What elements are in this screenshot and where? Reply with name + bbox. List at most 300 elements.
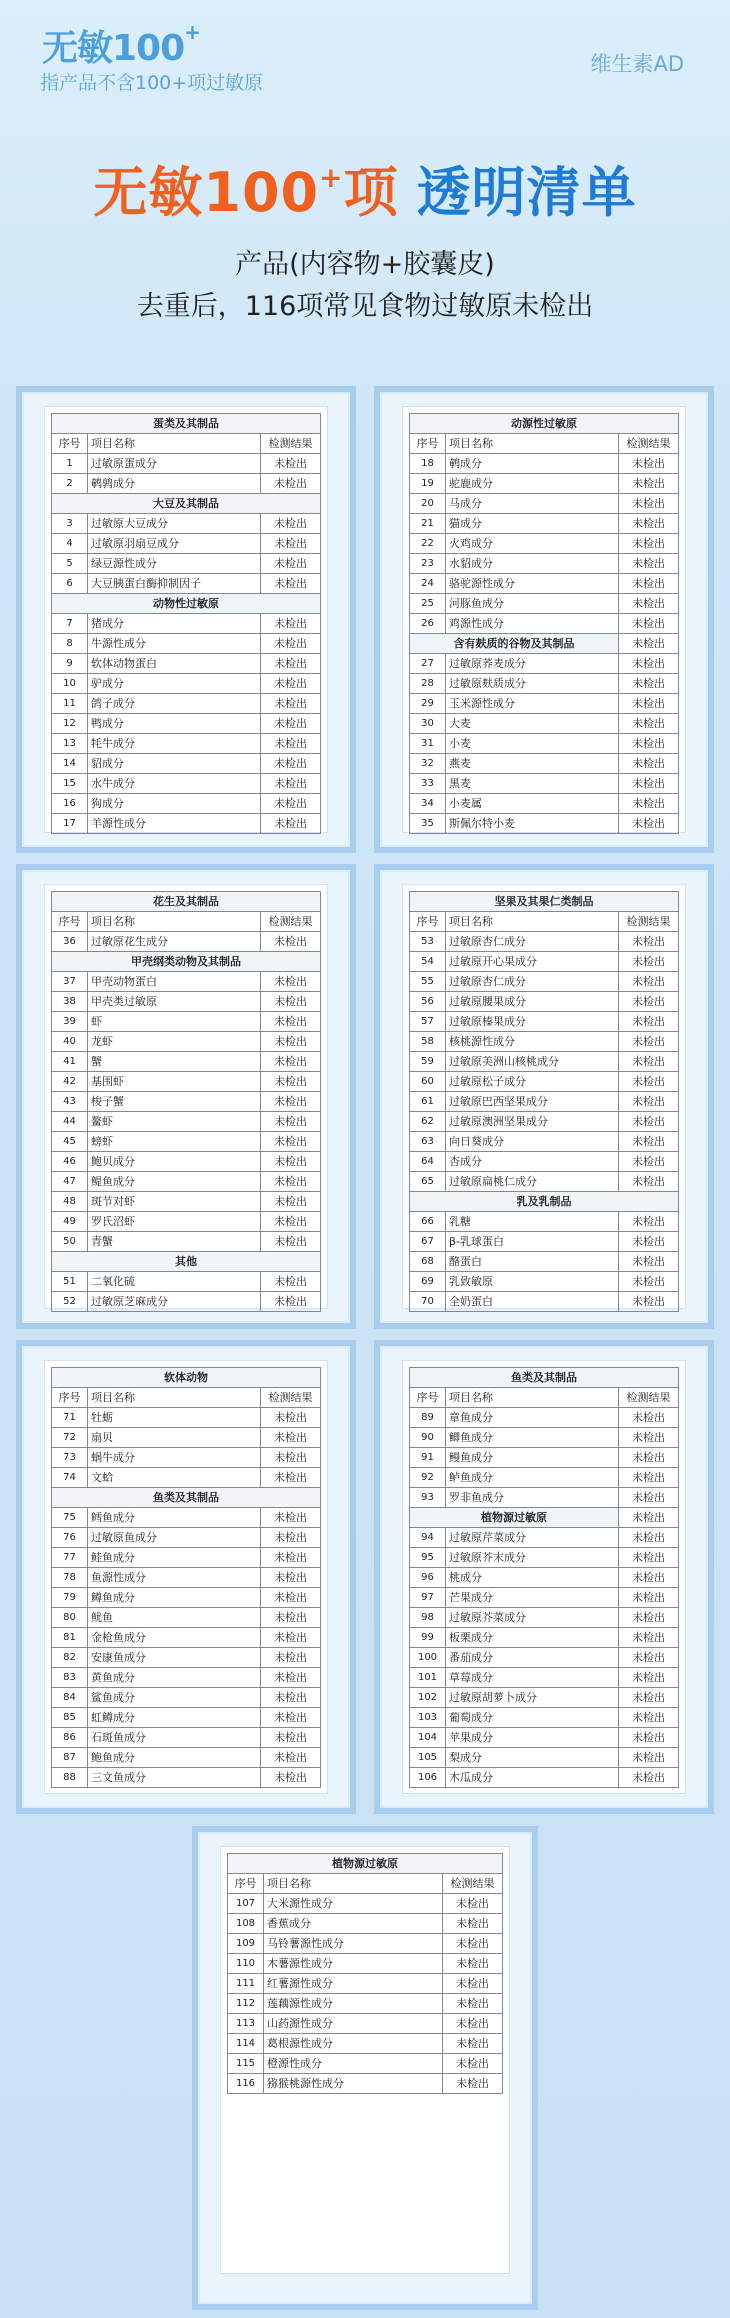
table-row bbox=[410, 494, 679, 514]
item-name-cell: 黄鱼成分 bbox=[88, 1668, 261, 1688]
seq-cell: 82 bbox=[52, 1648, 88, 1668]
item-name-cell: 金枪鱼成分 bbox=[88, 1628, 261, 1648]
seq-cell: 94 bbox=[410, 1528, 446, 1548]
item-name-cell: 全奶蛋白 bbox=[446, 1292, 619, 1312]
seq-cell: 23 bbox=[410, 554, 446, 574]
seq-cell: 24 bbox=[410, 574, 446, 594]
table-row bbox=[52, 1568, 321, 1588]
col-header-result: 检测结果 bbox=[260, 434, 320, 454]
panel-table-6 bbox=[374, 1340, 714, 1814]
table-row bbox=[410, 1052, 679, 1072]
subtitle-line1: 产品(内容物+胶囊皮) bbox=[235, 249, 495, 280]
table-row bbox=[410, 754, 679, 774]
allergen-table-3 bbox=[51, 891, 321, 1312]
col-header-seq: 序号 bbox=[52, 912, 88, 932]
table-row bbox=[52, 614, 321, 634]
section-title: 软体动物 bbox=[52, 1368, 321, 1388]
result-cell: 未检出 bbox=[618, 1408, 678, 1428]
result-cell: 未检出 bbox=[618, 952, 678, 972]
item-name-cell: 过敏原榛果成分 bbox=[446, 1012, 619, 1032]
table-row bbox=[52, 454, 321, 474]
section-title: 其他 bbox=[52, 1252, 321, 1272]
section-row bbox=[410, 1192, 679, 1212]
item-name-cell: 狗成分 bbox=[88, 794, 261, 814]
table-row bbox=[410, 554, 679, 574]
table-row bbox=[410, 1172, 679, 1192]
table-row bbox=[228, 1914, 503, 1934]
table-row bbox=[410, 1212, 679, 1232]
section-row bbox=[410, 892, 679, 912]
allergen-table-4 bbox=[409, 891, 679, 1312]
result-cell: 未检出 bbox=[618, 1568, 678, 1588]
seq-cell: 60 bbox=[410, 1072, 446, 1092]
table-row bbox=[410, 474, 679, 494]
table-row bbox=[228, 1974, 503, 1994]
result-cell: 未检出 bbox=[618, 1252, 678, 1272]
result-cell: 未检出 bbox=[260, 1072, 320, 1092]
result-cell: 未检出 bbox=[618, 1152, 678, 1172]
item-name-cell: β-乳球蛋白 bbox=[446, 1232, 619, 1252]
item-name-cell: 核桃源性成分 bbox=[446, 1032, 619, 1052]
result-cell: 未检出 bbox=[261, 1528, 321, 1548]
seq-cell: 10 bbox=[52, 674, 88, 694]
seq-cell: 72 bbox=[52, 1428, 88, 1448]
item-name-cell: 鳌虾 bbox=[88, 1112, 261, 1132]
item-name-cell: 扇贝 bbox=[88, 1428, 261, 1448]
col-header-result: 检测结果 bbox=[442, 1874, 502, 1894]
seq-cell: 93 bbox=[410, 1488, 446, 1508]
seq-cell: 115 bbox=[228, 2054, 264, 2074]
result-cell: 未检出 bbox=[261, 1468, 321, 1488]
table-row bbox=[228, 2074, 503, 2094]
seq-cell: 63 bbox=[410, 1132, 446, 1152]
seq-cell: 55 bbox=[410, 972, 446, 992]
result-cell: 未检出 bbox=[442, 1914, 502, 1934]
title-part2: 透明清单 bbox=[416, 161, 637, 224]
seq-cell: 114 bbox=[228, 2034, 264, 2054]
table-row bbox=[228, 1994, 503, 2014]
table-row bbox=[410, 1152, 679, 1172]
result-cell: 未检出 bbox=[618, 1112, 678, 1132]
result-cell: 未检出 bbox=[618, 1428, 678, 1448]
section-row bbox=[410, 1368, 679, 1388]
seq-cell: 7 bbox=[52, 614, 88, 634]
item-name-cell: 橙源性成分 bbox=[264, 2054, 443, 2074]
allergen-table-1 bbox=[51, 413, 321, 834]
item-name-cell: 牡蛎 bbox=[88, 1408, 261, 1428]
result-cell: 未检出 bbox=[618, 1172, 678, 1192]
item-name-cell: 过敏原大豆成分 bbox=[88, 514, 261, 534]
table-row bbox=[52, 1608, 321, 1628]
table-row bbox=[410, 1448, 679, 1468]
item-name-cell: 过敏原芝麻成分 bbox=[88, 1292, 261, 1312]
item-name-cell: 猕猴桃源性成分 bbox=[264, 2074, 443, 2094]
col-header-result: 检测结果 bbox=[618, 1388, 678, 1408]
table-row bbox=[52, 1032, 321, 1052]
result-cell: 未检出 bbox=[618, 774, 678, 794]
table-row bbox=[410, 774, 679, 794]
col-header-seq: 序号 bbox=[410, 434, 446, 454]
table-row bbox=[52, 1172, 321, 1192]
seq-cell: 49 bbox=[52, 1212, 88, 1232]
seq-cell: 101 bbox=[410, 1668, 446, 1688]
item-name-cell: 软体动物蛋白 bbox=[88, 654, 261, 674]
result-cell: 未检出 bbox=[618, 634, 678, 654]
result-cell: 未检出 bbox=[260, 1192, 320, 1212]
table-row bbox=[410, 1112, 679, 1132]
result-cell: 未检出 bbox=[618, 514, 678, 534]
result-cell: 未检出 bbox=[260, 1012, 320, 1032]
section-row bbox=[410, 1508, 679, 1528]
result-cell: 未检出 bbox=[618, 814, 678, 834]
result-cell: 未检出 bbox=[618, 992, 678, 1012]
table-row bbox=[410, 1072, 679, 1092]
result-cell: 未检出 bbox=[442, 1974, 502, 1994]
seq-cell: 77 bbox=[52, 1548, 88, 1568]
table-row bbox=[52, 1272, 321, 1292]
seq-cell: 70 bbox=[410, 1292, 446, 1312]
table-row bbox=[228, 1954, 503, 1974]
section-title: 植物源过敏原 bbox=[410, 1508, 619, 1528]
item-name-cell: 红薯源性成分 bbox=[264, 1974, 443, 1994]
table-row bbox=[52, 654, 321, 674]
table-row bbox=[52, 514, 321, 534]
item-name-cell: 二氧化硫 bbox=[88, 1272, 261, 1292]
page-title bbox=[0, 150, 730, 227]
result-cell: 未检出 bbox=[261, 1688, 321, 1708]
result-cell: 未检出 bbox=[442, 2014, 502, 2034]
table-row bbox=[52, 1132, 321, 1152]
table-row bbox=[52, 1448, 321, 1468]
item-name-cell: 玉米源性成分 bbox=[446, 694, 619, 714]
table-row bbox=[228, 2054, 503, 2074]
section-title: 坚果及其果仁类制品 bbox=[410, 892, 679, 912]
panel-table-3 bbox=[16, 864, 356, 1329]
result-cell: 未检出 bbox=[261, 1668, 321, 1688]
item-name-cell: 鳕鱼成分 bbox=[88, 1508, 261, 1528]
seq-cell: 74 bbox=[52, 1468, 88, 1488]
result-cell: 未检出 bbox=[618, 794, 678, 814]
result-cell: 未检出 bbox=[618, 1648, 678, 1668]
item-name-cell: 罗非鱼成分 bbox=[446, 1488, 619, 1508]
item-name-cell: 牛源性成分 bbox=[88, 634, 261, 654]
table-row bbox=[52, 674, 321, 694]
item-name-cell: 过敏原羽扇豆成分 bbox=[88, 534, 261, 554]
item-name-cell: 鲍贝成分 bbox=[88, 1152, 261, 1172]
result-cell: 未检出 bbox=[260, 674, 320, 694]
seq-cell: 8 bbox=[52, 634, 88, 654]
seq-cell: 87 bbox=[52, 1748, 88, 1768]
table-row bbox=[52, 1548, 321, 1568]
result-cell: 未检出 bbox=[261, 1508, 321, 1528]
result-cell: 未检出 bbox=[618, 1072, 678, 1092]
seq-cell: 86 bbox=[52, 1728, 88, 1748]
seq-cell: 9 bbox=[52, 654, 88, 674]
item-name-cell: 猪成分 bbox=[88, 614, 261, 634]
table-row bbox=[228, 1934, 503, 1954]
table-row bbox=[410, 1588, 679, 1608]
result-cell: 未检出 bbox=[618, 972, 678, 992]
table-row bbox=[410, 1292, 679, 1312]
result-cell: 未检出 bbox=[260, 1292, 320, 1312]
col-header-result: 检测结果 bbox=[618, 434, 678, 454]
table-row bbox=[52, 814, 321, 834]
item-name-cell: 斯佩尔特小麦 bbox=[446, 814, 619, 834]
seq-cell: 85 bbox=[52, 1708, 88, 1728]
result-cell: 未检出 bbox=[260, 474, 320, 494]
result-cell: 未检出 bbox=[618, 734, 678, 754]
result-cell: 未检出 bbox=[260, 992, 320, 1012]
section-row bbox=[52, 414, 321, 434]
brand-logo bbox=[42, 20, 200, 71]
panel-table-5 bbox=[16, 1340, 356, 1814]
result-cell: 未检出 bbox=[618, 1292, 678, 1312]
table-row bbox=[410, 1568, 679, 1588]
result-cell: 未检出 bbox=[260, 774, 320, 794]
seq-cell: 69 bbox=[410, 1272, 446, 1292]
section-row bbox=[410, 414, 679, 434]
item-name-cell: 鳀鱼成分 bbox=[88, 1172, 261, 1192]
seq-cell: 45 bbox=[52, 1132, 88, 1152]
item-name-cell: 过敏原杏仁成分 bbox=[446, 972, 619, 992]
item-name-cell: 甲壳动物蛋白 bbox=[88, 972, 261, 992]
result-cell: 未检出 bbox=[260, 1092, 320, 1112]
seq-cell: 54 bbox=[410, 952, 446, 972]
section-title: 含有麸质的谷物及其制品 bbox=[410, 634, 619, 654]
section-row bbox=[228, 1854, 503, 1874]
col-header-item: 项目名称 bbox=[88, 1388, 261, 1408]
item-name-cell: 鲈鱼成分 bbox=[446, 1468, 619, 1488]
seq-cell: 106 bbox=[410, 1768, 446, 1788]
seq-cell: 61 bbox=[410, 1092, 446, 1112]
seq-cell: 29 bbox=[410, 694, 446, 714]
seq-cell: 105 bbox=[410, 1748, 446, 1768]
section-title: 动物性过敏原 bbox=[52, 594, 321, 614]
table-row bbox=[52, 1708, 321, 1728]
table-row bbox=[410, 794, 679, 814]
section-title: 植物源过敏原 bbox=[228, 1854, 503, 1874]
col-header-seq: 序号 bbox=[52, 1388, 88, 1408]
seq-cell: 75 bbox=[52, 1508, 88, 1528]
result-cell: 未检出 bbox=[260, 634, 320, 654]
result-cell: 未检出 bbox=[442, 1994, 502, 2014]
table-row bbox=[52, 694, 321, 714]
result-cell: 未检出 bbox=[260, 554, 320, 574]
sheet-4 bbox=[402, 884, 686, 1309]
col-header-item: 项目名称 bbox=[264, 1874, 443, 1894]
section-title: 花生及其制品 bbox=[52, 892, 321, 912]
sheet-5 bbox=[44, 1360, 328, 1794]
seq-cell: 88 bbox=[52, 1768, 88, 1788]
table-row bbox=[52, 1528, 321, 1548]
table-row bbox=[410, 1628, 679, 1648]
seq-cell: 103 bbox=[410, 1708, 446, 1728]
result-cell: 未检出 bbox=[618, 1768, 678, 1788]
result-cell: 未检出 bbox=[261, 1408, 321, 1428]
seq-cell: 46 bbox=[52, 1152, 88, 1172]
result-cell: 未检出 bbox=[618, 594, 678, 614]
result-cell: 未检出 bbox=[618, 1488, 678, 1508]
item-name-cell: 桃成分 bbox=[446, 1568, 619, 1588]
item-name-cell: 鳟鱼成分 bbox=[88, 1588, 261, 1608]
seq-cell: 47 bbox=[52, 1172, 88, 1192]
seq-cell: 20 bbox=[410, 494, 446, 514]
item-name-cell: 过敏原鱼成分 bbox=[88, 1528, 261, 1548]
seq-cell: 52 bbox=[52, 1292, 88, 1312]
seq-cell: 15 bbox=[52, 774, 88, 794]
item-name-cell: 虹鳟成分 bbox=[88, 1708, 261, 1728]
sheet-6 bbox=[402, 1360, 686, 1794]
sheet-1 bbox=[44, 406, 328, 833]
item-name-cell: 鸡源性成分 bbox=[446, 614, 619, 634]
table-row bbox=[52, 1668, 321, 1688]
item-name-cell: 过敏原美洲山核桃成分 bbox=[446, 1052, 619, 1072]
col-header-item: 项目名称 bbox=[446, 434, 619, 454]
seq-cell: 107 bbox=[228, 1894, 264, 1914]
seq-cell: 35 bbox=[410, 814, 446, 834]
seq-cell: 12 bbox=[52, 714, 88, 734]
section-title: 大豆及其制品 bbox=[52, 494, 321, 514]
table-row bbox=[52, 932, 321, 952]
section-row bbox=[52, 952, 321, 972]
result-cell: 未检出 bbox=[618, 554, 678, 574]
seq-cell: 22 bbox=[410, 534, 446, 554]
seq-cell: 110 bbox=[228, 1954, 264, 1974]
section-title: 蛋类及其制品 bbox=[52, 414, 321, 434]
result-cell: 未检出 bbox=[260, 1112, 320, 1132]
item-name-cell: 燕麦 bbox=[446, 754, 619, 774]
item-name-cell: 过敏原荞麦成分 bbox=[446, 654, 619, 674]
item-name-cell: 过敏原腰果成分 bbox=[446, 992, 619, 1012]
seq-cell: 116 bbox=[228, 2074, 264, 2094]
item-name-cell: 大米源性成分 bbox=[264, 1894, 443, 1914]
result-cell: 未检出 bbox=[618, 674, 678, 694]
seq-cell: 73 bbox=[52, 1448, 88, 1468]
result-cell: 未检出 bbox=[618, 1668, 678, 1688]
seq-cell: 84 bbox=[52, 1688, 88, 1708]
item-name-cell: 鸭成分 bbox=[88, 714, 261, 734]
result-cell: 未检出 bbox=[618, 1728, 678, 1748]
result-cell: 未检出 bbox=[618, 1272, 678, 1292]
seq-cell: 39 bbox=[52, 1012, 88, 1032]
table-row bbox=[410, 454, 679, 474]
table-row bbox=[410, 1668, 679, 1688]
logo-text: 无敏100 bbox=[42, 28, 185, 69]
result-cell: 未检出 bbox=[260, 694, 320, 714]
item-name-cell: 葛根源性成分 bbox=[264, 2034, 443, 2054]
table-row bbox=[410, 1252, 679, 1272]
result-cell: 未检出 bbox=[618, 1588, 678, 1608]
col-header-seq: 序号 bbox=[410, 1388, 446, 1408]
item-name-cell: 三文鱼成分 bbox=[88, 1768, 261, 1788]
table-row bbox=[52, 794, 321, 814]
result-cell: 未检出 bbox=[618, 1092, 678, 1112]
seq-cell: 68 bbox=[410, 1252, 446, 1272]
item-name-cell: 猫成分 bbox=[446, 514, 619, 534]
seq-cell: 51 bbox=[52, 1272, 88, 1292]
column-header-row bbox=[52, 434, 321, 454]
col-header-item: 项目名称 bbox=[88, 434, 261, 454]
table-row bbox=[52, 1648, 321, 1668]
col-header-result: 检测结果 bbox=[260, 912, 320, 932]
item-name-cell: 水牛成分 bbox=[88, 774, 261, 794]
col-header-seq: 序号 bbox=[52, 434, 88, 454]
item-name-cell: 过敏原蛋成分 bbox=[88, 454, 261, 474]
result-cell: 未检出 bbox=[618, 454, 678, 474]
table-row bbox=[52, 1588, 321, 1608]
item-name-cell: 梨成分 bbox=[446, 1748, 619, 1768]
table-row bbox=[52, 734, 321, 754]
item-name-cell: 鲫鱼成分 bbox=[446, 1428, 619, 1448]
allergen-table-5 bbox=[51, 1367, 321, 1788]
item-name-cell: 过敏原芥末成分 bbox=[446, 1548, 619, 1568]
result-cell: 未检出 bbox=[618, 1688, 678, 1708]
panel-table-4 bbox=[374, 864, 714, 1329]
table-row bbox=[410, 654, 679, 674]
result-cell: 未检出 bbox=[260, 1052, 320, 1072]
col-header-item: 项目名称 bbox=[446, 1388, 619, 1408]
item-name-cell: 过敏原花生成分 bbox=[88, 932, 261, 952]
seq-cell: 56 bbox=[410, 992, 446, 1012]
seq-cell: 67 bbox=[410, 1232, 446, 1252]
seq-cell: 44 bbox=[52, 1112, 88, 1132]
result-cell: 未检出 bbox=[618, 1012, 678, 1032]
result-cell: 未检出 bbox=[260, 614, 320, 634]
seq-cell: 100 bbox=[410, 1648, 446, 1668]
section-title: 甲壳纲类动物及其制品 bbox=[52, 952, 321, 972]
seq-cell: 36 bbox=[52, 932, 88, 952]
result-cell: 未检出 bbox=[442, 1934, 502, 1954]
table-row bbox=[52, 534, 321, 554]
table-row bbox=[410, 1408, 679, 1428]
sheet-2 bbox=[402, 406, 686, 833]
item-name-cell: 板栗成分 bbox=[446, 1628, 619, 1648]
table-row bbox=[52, 574, 321, 594]
table-row bbox=[52, 1072, 321, 1092]
item-name-cell: 火鸡成分 bbox=[446, 534, 619, 554]
item-name-cell: 芒果成分 bbox=[446, 1588, 619, 1608]
seq-cell: 113 bbox=[228, 2014, 264, 2034]
table-row bbox=[410, 1748, 679, 1768]
result-cell: 未检出 bbox=[442, 2054, 502, 2074]
seq-cell: 1 bbox=[52, 454, 88, 474]
item-name-cell: 杏成分 bbox=[446, 1152, 619, 1172]
table-row bbox=[410, 1488, 679, 1508]
seq-cell: 11 bbox=[52, 694, 88, 714]
table-row bbox=[52, 774, 321, 794]
item-name-cell: 莲藕源性成分 bbox=[264, 1994, 443, 2014]
table-row bbox=[52, 1728, 321, 1748]
seq-cell: 6 bbox=[52, 574, 88, 594]
item-name-cell: 小麦属 bbox=[446, 794, 619, 814]
result-cell: 未检出 bbox=[260, 514, 320, 534]
table-row bbox=[410, 932, 679, 952]
seq-cell: 96 bbox=[410, 1568, 446, 1588]
table-row bbox=[410, 1012, 679, 1032]
seq-cell: 91 bbox=[410, 1448, 446, 1468]
seq-cell: 109 bbox=[228, 1934, 264, 1954]
seq-cell: 25 bbox=[410, 594, 446, 614]
result-cell: 未检出 bbox=[261, 1548, 321, 1568]
seq-cell: 3 bbox=[52, 514, 88, 534]
item-name-cell: 山药源性成分 bbox=[264, 2014, 443, 2034]
result-cell: 未检出 bbox=[260, 1272, 320, 1292]
table-row bbox=[410, 714, 679, 734]
seq-cell: 111 bbox=[228, 1974, 264, 1994]
result-cell: 未检出 bbox=[260, 1212, 320, 1232]
col-header-item: 项目名称 bbox=[446, 912, 619, 932]
table-row bbox=[410, 1132, 679, 1152]
